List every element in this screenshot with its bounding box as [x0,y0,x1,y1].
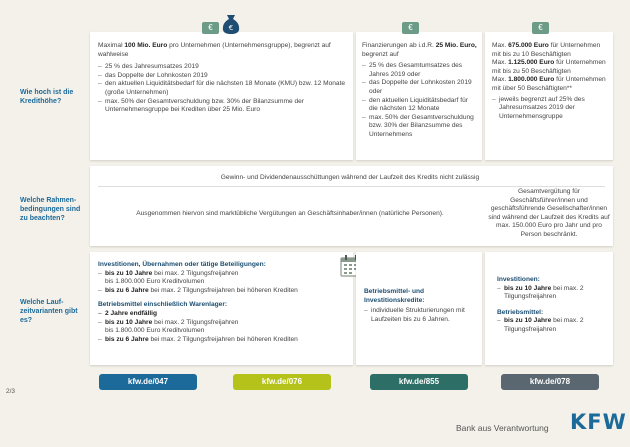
list-item: – bis zu 6 Jahre bei max. 2 Tilgungsfreijahren bei höheren Krediten [98,336,348,345]
amount-card-2 [356,23,482,160]
framework-exception: Ausgenommen hiervon sind marktübliche Vergütungen an Geschäftsinhaber/innen (natürliche Personen). [136,210,444,217]
terms-investments-heading: Investitionen, Übernahmen oder tätige Beteiligungen: [98,261,266,268]
terms-working-capital-heading: Betriebsmittel einschließlich Warenlager: [98,301,228,309]
euro-note-icon: € [402,22,419,34]
amount-3-line-3: Max. 1.800.000 Euro für Unternehmen mit über 50 Beschäftigten** [492,76,606,92]
list-item: – jeweils begrenzt auf 25% des Jahresumsatzes 2019 der Unternehmensgruppe [492,96,610,122]
amount-1-heading: Maximal 100 Mio. Euro pro Unternehmen (Unternehmensgruppe), begrenzt auf wahlweise [98,42,331,58]
list-item: – max. 50% der Gesamtverschuldung bzw. 30% der Bilanzsumme der Unternehmensgruppe bei Krediten über 25 Mio. Euro [98,98,348,115]
program-link-076[interactable]: kfw.de/076 [233,374,331,390]
framework-dividend-rule: Gewinn- und Dividendenausschüttungen während der Laufzeit des Kredits nicht zulässig [220,174,480,181]
framework-salary-cap: Gesamtvergütung für Geschäftsführer/innen und geschäftsführende Gesellschafter/innen sind während der Laufzeit des Kredits auf max. 150.000 Euro pro Jahr und pro Person beschränkt. [488,188,610,238]
terms-card-1 [90,252,353,365]
framework-card [90,166,613,246]
program-link-078[interactable]: kfw.de/078 [501,374,599,390]
terms-card-3 [485,252,613,365]
question-terms: Welche Lauf-zeitvarianten gibt es? [20,299,78,324]
list-item-detail: bis 1.800.000 Euro Kreditvolumen [105,327,205,335]
list-item: – max. 50% der Gesamtverschuldung bzw. 30% der Bilanzsumme des Unternehmens [362,114,478,140]
list-item: – das Doppelte der Lohnkosten 2019 [98,72,348,81]
svg-text:€: € [228,24,234,32]
list-item: – bis zu 10 Jahre bei max. 2 Tilgungsfreijahren [98,270,348,279]
list-item: – bis zu 6 Jahre bei max. 2 Tilgungsfreijahren bei höheren Krediten [98,287,348,296]
question-credit-amount: Wie hoch ist die Kredithöhe? [20,89,74,105]
amount-3-line-2: Max. 1.125.000 Euro für Unternehmen mit bis zu 50 Beschäftigten [492,59,606,75]
amount-card-1 [90,23,353,160]
kfw-logo-text: KFW [570,410,627,434]
amount-3-line-1: Max. 675.000 Euro für Unternehmen mit bis zu 10 Beschäftigten [492,42,601,58]
list-item: – individuelle Strukturierungen mit Laufzeiten bis zu 6 Jahren. [364,307,478,324]
list-item-detail: bis 1.800.000 Euro Kreditvolumen [105,278,205,286]
list-item: – 25 % des Jahresumsatzes 2019 [98,63,348,72]
divider [98,186,605,187]
terms-2-heading: Betriebsmittel- und Investitionskredite: [364,288,425,304]
amount-2-heading: Finanzierungen ab i.d.R. 25 Mio. Euro, begrenzt auf [362,42,477,58]
list-item: – bis zu 10 Jahre bei max. 2 Tilgungsfreijahren [98,319,348,328]
money-bag-icon [221,10,241,34]
question-framework: Welche Rahmen-bedingungen sind zu beachten? [20,197,81,222]
euro-note-icon: € [202,22,219,34]
euro-note-icon: € [532,22,549,34]
page-number: 2/3 [6,388,16,395]
list-item: – bis zu 10 Jahre bei max. 2 Tilgungsfreijahren [497,317,609,334]
list-item: – 25 % des Gesamtumsatzes des Jahres 2019 oder [362,62,478,79]
kfw-logo [570,410,627,434]
list-item: – das Doppelte der Lohnkosten 2019 oder [362,79,478,96]
terms-card-2 [356,252,482,365]
program-link-855[interactable]: kfw.de/855 [370,374,468,390]
list-item: – bis zu 10 Jahre bei max. 2 Tilgungsfreijahren [497,285,609,302]
terms-3-working-capital-heading: Betriebsmittel: [497,308,544,316]
terms-3-investments-heading: Investitionen: [497,276,540,283]
list-item: – 2 Jahre endfällig [98,310,348,319]
list-item: – den aktuellen Liquiditätsbedarf für die nächsten 12 Monate [362,97,478,114]
amount-card-3 [485,23,613,160]
list-item: – den aktuellen Liquiditätsbedarf für die nächsten 18 Monate (KMU) bzw. 12 Monate (große Unternehmen) [98,80,348,97]
footer-tagline: Bank aus Verantwortung [456,423,549,433]
program-link-047[interactable]: kfw.de/047 [99,374,197,390]
